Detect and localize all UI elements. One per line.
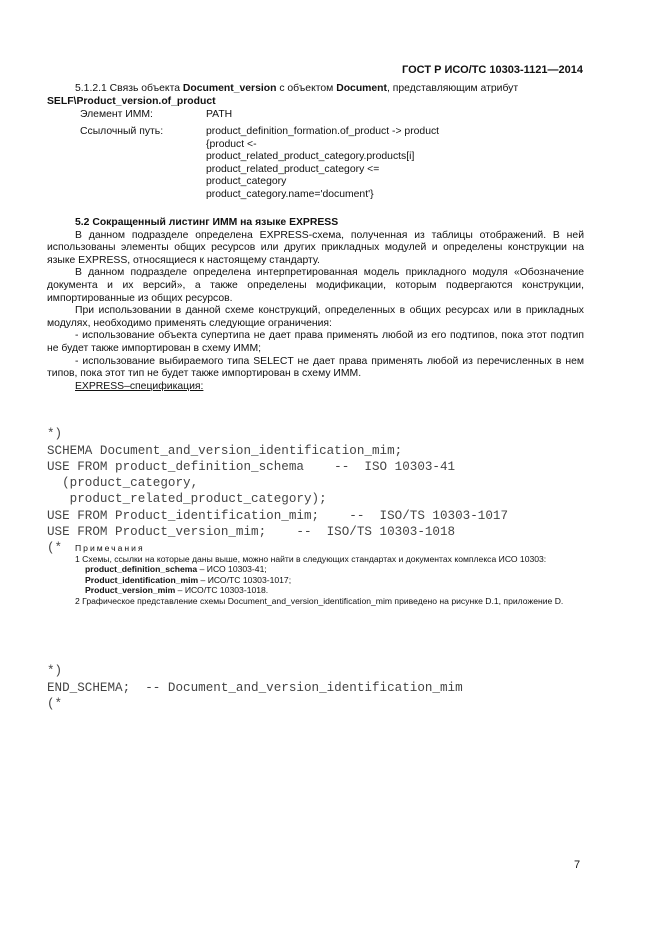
code-line: (product_category, xyxy=(47,476,199,491)
note-2: 2 Графическое представление схемы Document_and_version_identification_mim приведено на рисунке D.1, приложение D. xyxy=(75,595,564,606)
mim-element-value: PATH xyxy=(206,109,233,120)
paragraph-3: При использовании в данной схеме конструкций, определенных в общих ресурсах или в прикладных модулях, необходимо применять следующие ограничения: xyxy=(47,305,584,329)
paragraph-1: В данном подразделе определена EXPRESS-схема, полученная из таблицы отображений. В ней использованы элементы общих ресурсов или других прикладных модулей и определены конструкции на языке EXPRESS, относящиеся к настоящему стандарту. xyxy=(47,229,584,266)
reference-path-label: Ссылочный путь: xyxy=(80,126,164,137)
restriction-item-2: - использование выбираемого типа SELECT не дает права применять любой из перечисленных в нем типов, пока этот тип не будет также импортирован в схему ИММ. xyxy=(47,355,584,380)
section-52-block xyxy=(47,217,584,393)
express-code-block-2 xyxy=(47,647,463,745)
note-ref-std: – ИСО/ТС 10303-1017; xyxy=(198,574,292,585)
object-document: Document xyxy=(336,83,387,94)
note-ref-row xyxy=(47,564,584,575)
section-52-title: 5.2 Сокращенный листинг ИММ на языке EXPRESS xyxy=(75,217,339,228)
ref-line: product_related_product_category.products[i] xyxy=(206,151,415,163)
intro-text-2: с объектом xyxy=(276,83,337,94)
code-line: *) xyxy=(47,664,63,679)
note-ref-std: – ИСО 10303-41; xyxy=(197,564,267,575)
notes-block xyxy=(47,543,584,607)
code-line: SCHEMA Document_and_version_identification_mim; xyxy=(47,443,403,458)
code-line: END_SCHEMA; -- Document_and_version_identification_mim xyxy=(47,680,463,695)
ref-line: product_definition_formation.of_product -> product xyxy=(206,126,440,137)
section-5121-intro xyxy=(47,83,584,108)
mim-element-label: Элемент ИММ: xyxy=(80,109,153,120)
note-1: 1 Схемы, ссылки на которые даны выше, можно найти в следующих стандартах и документах комплекса ИСО 10303: xyxy=(75,553,547,564)
intro-text-1: 5.1.2.1 Связь объекта xyxy=(75,83,183,94)
code-line: USE FROM Product_identification_mim; -- ISO/TS 10303-1017 xyxy=(47,508,509,523)
note-ref-name: product_definition_schema xyxy=(85,564,198,575)
paragraph-2: В данном подразделе определена интерпретированная модель прикладного модуля «Обозначение документа и их версий», а также определены модификации, которым подвергаются конструкции, импортированные из общих ресурсов. xyxy=(47,267,584,304)
ref-line: product_related_product_category <= xyxy=(206,163,380,175)
object-document-version: Document_version xyxy=(182,83,277,94)
notes-title: Примечания xyxy=(75,543,145,553)
note-ref-row xyxy=(47,575,584,586)
code-line: USE FROM Product_version_mim; -- ISO/TS 10303-1018 xyxy=(47,525,456,540)
note-ref-row xyxy=(47,585,584,596)
attribute-path: SELF\Product_version.of_product xyxy=(47,95,216,107)
ref-line: product_category.name='document'} xyxy=(206,188,374,200)
intro-text-3: , представляющим атрибут xyxy=(387,83,519,94)
note-ref-std: – ИСО/ТС 10303-1018. xyxy=(175,585,269,596)
code-line: product_related_product_category); xyxy=(47,492,327,507)
page-number: 7 xyxy=(574,859,581,871)
code-line: (* xyxy=(47,541,63,556)
note-ref-name: Product_version_mim xyxy=(85,585,176,596)
reference-path-value xyxy=(206,126,439,202)
standard-header: ГОСТ Р ИСО/ТС 10303-1121—2014 xyxy=(402,64,583,76)
restriction-item-1: - использование объекта супертипа не дает права применять любой из его подтипов, пока этот подтип не будет также импортирован в схему ИММ; xyxy=(47,330,584,354)
ref-line: {product <- xyxy=(206,138,257,150)
code-line: *) xyxy=(47,427,63,442)
code-line: (* xyxy=(47,696,63,711)
note-ref-name: Product_identification_mim xyxy=(85,574,199,585)
code-line: USE FROM product_definition_schema -- ISO 10303-41 xyxy=(47,459,456,474)
express-spec-label: EXPRESS–спецификация: xyxy=(75,380,204,392)
ref-line: product_category xyxy=(206,176,287,188)
